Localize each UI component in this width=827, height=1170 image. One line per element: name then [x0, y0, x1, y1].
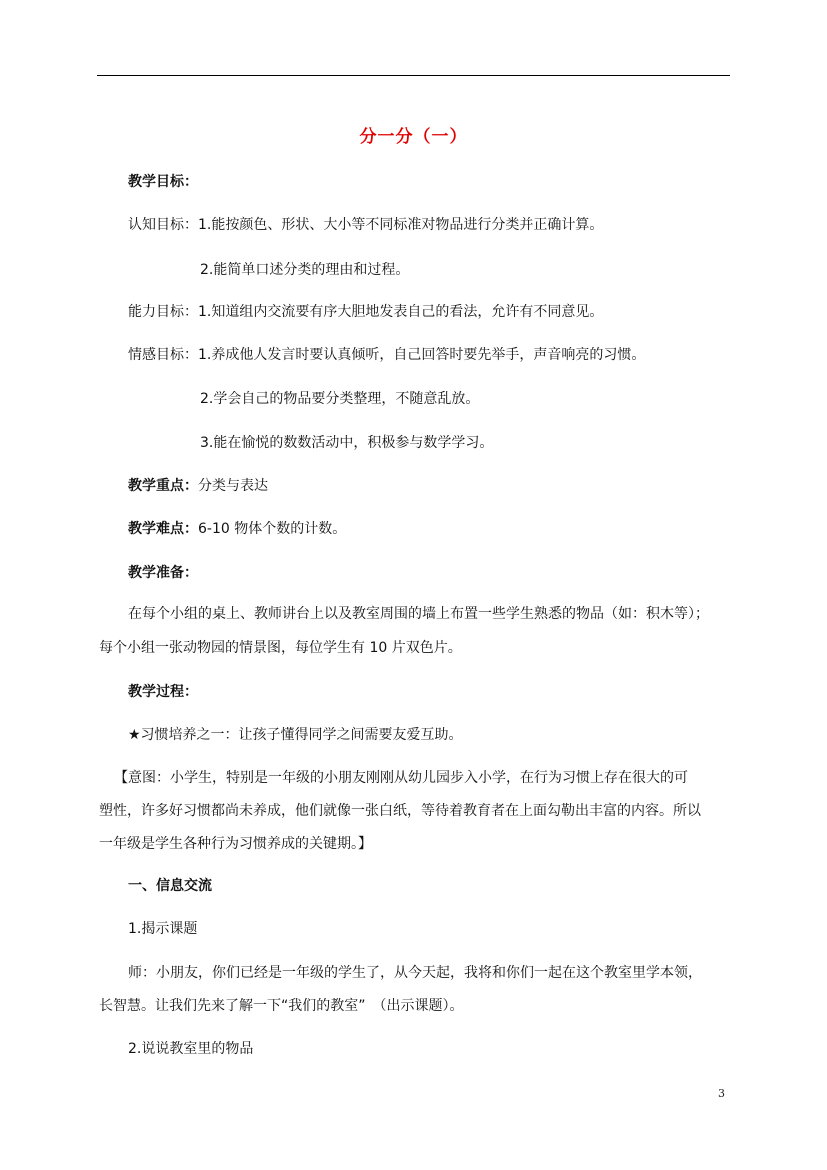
key-point-label: 教学重点：: [128, 478, 198, 494]
objectives-heading: 教学目标：: [128, 174, 198, 190]
intent-line-3: 一年级是学生各种行为习惯养成的关键期。】: [99, 836, 372, 852]
difficulty-row: [128, 520, 346, 538]
habit-line: ★习惯培养之一：让孩子懂得同学之间需要友爱互助。: [128, 727, 463, 743]
emotion-objective-item-2: 2.学会自己的物品要分类整理，不随意乱放。: [200, 391, 480, 407]
key-point-row: [128, 477, 268, 495]
preparation-line-2: 每个小组一张动物园的情景图，每位学生有 10 片双色片。: [99, 640, 462, 656]
ability-objective-row: [128, 303, 603, 321]
teacher-line-2: 长智慧。让我们先来了解一下“我们的教室” （出示课题）。: [99, 998, 464, 1014]
intent-line-1: 【意图：小学生，特别是一年级的小朋友刚刚从幼儿园步入小学，在行为习惯上存在很大的可: [114, 770, 688, 786]
emotion-objective-row-1: [128, 346, 645, 364]
emotion-objective-label: 情感目标：: [128, 347, 198, 363]
ability-objective-label: 能力目标：: [128, 304, 198, 320]
ability-objective-item-1: 1.知道组内交流要有序大胆地发表自己的看法，允许有不同意见。: [198, 304, 604, 320]
section-1-heading: 一、信息交流: [128, 878, 212, 894]
section-1-sub-1: 1.揭示课题: [128, 921, 198, 937]
page-number: 3: [718, 1087, 725, 1100]
page-title: 分一分（一）: [359, 127, 468, 147]
cognitive-objective-label: 认知目标：: [128, 217, 198, 233]
header-rule: [97, 75, 730, 76]
emotion-objective-item-3: 3.能在愉悦的数数活动中，积极参与数学学习。: [200, 435, 494, 451]
intent-line-2: 塑性，许多好习惯都尚未养成，他们就像一张白纸，等待着教育者在上面勾勒出丰富的内容。所以: [99, 803, 701, 819]
process-heading: 教学过程：: [128, 684, 198, 700]
preparation-line-1: 在每个小组的桌上、教师讲台上以及教室周围的墙上布置一些学生熟悉的物品（如：积木等）；: [128, 606, 709, 622]
cognitive-objective-item-1: 1.能按颜色、形状、大小等不同标准对物品进行分类并正确计算。: [198, 217, 604, 233]
cognitive-objective-item-2: 2.能简单口述分类的理由和过程。: [200, 262, 410, 278]
cognitive-objective-row-1: [128, 216, 603, 234]
preparation-heading: 教学准备：: [128, 565, 198, 581]
key-point-text: 分类与表达: [198, 478, 268, 494]
difficulty-text: 6-10 物体个数的计数。: [198, 521, 347, 537]
teacher-line-1: 师：小朋友，你们已经是一年级的学生了，从今天起，我将和你们一起在这个教室里学本领，: [128, 965, 702, 981]
section-1-sub-2: 2.说说教室里的物品: [128, 1041, 254, 1057]
emotion-objective-item-1: 1.养成他人发言时要认真倾听，自己回答时要先举手，声音响亮的习惯。: [198, 347, 646, 363]
difficulty-label: 教学难点：: [128, 521, 198, 537]
